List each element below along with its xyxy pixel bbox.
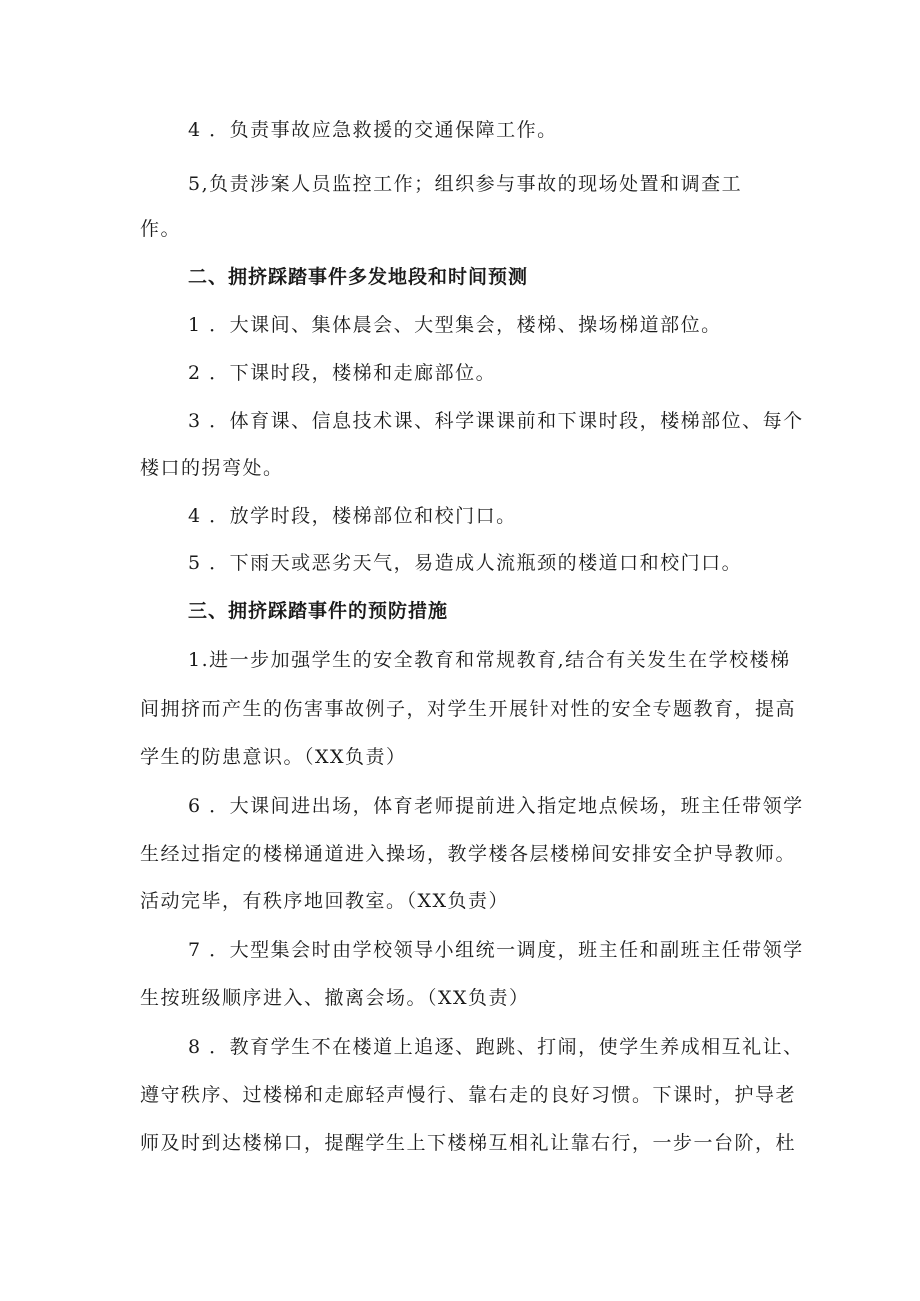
measure-item-1-line-2: 间拥挤而产生的伤害事故例子，对学生开展针对性的安全专题教育，提高 [140, 698, 797, 720]
duty-item-5-continued: 作。 [140, 218, 182, 240]
measure-item-7: 7 ．大型集会时由学校领导小组统一调度，班主任和副班主任带领学 [188, 939, 804, 961]
location-item-3: 3 ．体育课、信息技术课、科学课课前和下课时段，楼梯部位、每个 [188, 410, 804, 432]
location-item-2: 2 ．下课时段，楼梯和走廊部位。 [188, 362, 497, 384]
measure-item-8-line-3: 师及时到达楼梯口，提醒学生上下楼梯互相礼让靠右行，一步一台阶，杜 [140, 1132, 797, 1154]
location-item-4: 4 ．放学时段，楼梯部位和校门口。 [188, 505, 517, 527]
duty-item-4: 4 ．负责事故应急救援的交通保障工作。 [188, 119, 558, 141]
location-item-1: 1 ．大课间、集体晨会、大型集会，楼梯、操场梯道部位。 [188, 314, 722, 336]
measure-item-8-line-2: 遵守秩序、过楼梯和走廊轻声慢行、靠右走的良好习惯。下课时，护导老 [140, 1084, 797, 1106]
measure-item-6-line-3: 活动完毕，有秩序地回教室。（XX负责） [140, 890, 510, 912]
location-item-5: 5 ．下雨天或恶劣天气，易造成人流瓶颈的楼道口和校门口。 [188, 552, 743, 574]
section-heading-3: 三、拥挤踩踏事件的预防措施 [188, 600, 449, 622]
measure-item-6: 6 ．大课间进出场，体育老师提前进入指定地点候场，班主任带领学 [188, 795, 804, 817]
measure-item-8: 8 ．教育学生不在楼道上追逐、跑跳、打闹，使学生养成相互礼让、 [188, 1036, 804, 1058]
measure-item-1-line-3: 学生的防患意识。（XX负责） [140, 746, 407, 768]
measure-item-1: 1.进一步加强学生的安全教育和常规教育,结合有关发生在学校楼梯 [188, 649, 791, 671]
measure-item-6-line-2: 生经过指定的楼梯通道进入操场，教学楼各层楼梯间安排安全护导教师。 [140, 843, 797, 865]
measure-item-7-line-2: 生按班级顺序进入、撤离会场。（XX负责） [140, 987, 530, 1009]
duty-item-5: 5,负责涉案人员监控工作；组织参与事故的现场处置和调查工 [188, 173, 743, 195]
section-heading-2: 二、拥挤踩踏事件多发地段和时间预测 [188, 266, 529, 288]
location-item-3-continued: 楼口的拐弯处。 [140, 457, 284, 479]
